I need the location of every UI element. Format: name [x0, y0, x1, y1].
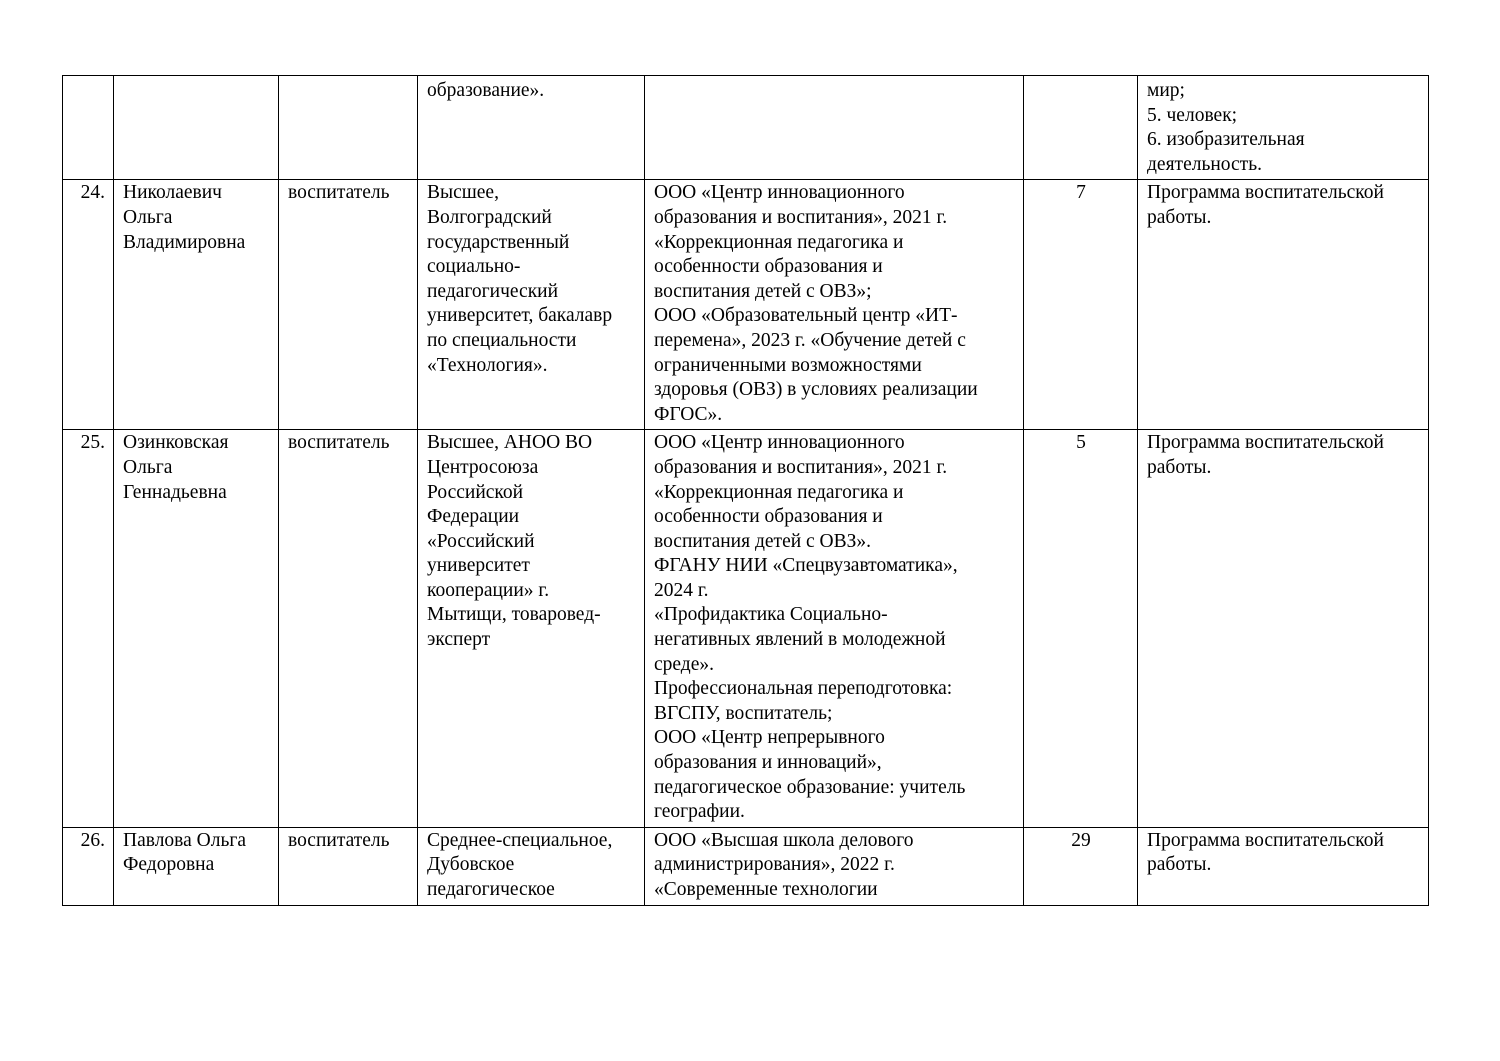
education-cell: Высшее, АНОО ВО Центросоюза Российской Федерации «Российский университет кооперации» г. Мытищи, товаровед- эксперт [418, 430, 645, 828]
name-cell [114, 76, 279, 180]
row-number-cell: 24. [63, 180, 114, 430]
position-cell: воспитатель [279, 827, 418, 905]
experience-cell: 29 [1024, 827, 1138, 905]
education-cell: образование». [418, 76, 645, 180]
experience-cell: 5 [1024, 430, 1138, 828]
program-cell: Программа воспитательской работы. [1138, 180, 1429, 430]
qualification-cell: ООО «Высшая школа делового администрирования», 2022 г. «Современные технологии [645, 827, 1024, 905]
program-cell: Программа воспитательской работы. [1138, 827, 1429, 905]
staff-table [62, 75, 1429, 906]
table-row [63, 76, 1429, 180]
experience-cell: 7 [1024, 180, 1138, 430]
experience-cell [1024, 76, 1138, 180]
table-row [63, 827, 1429, 905]
program-cell: Программа воспитательской работы. [1138, 430, 1429, 828]
row-number-cell: 26. [63, 827, 114, 905]
position-cell: воспитатель [279, 430, 418, 828]
qualification-cell: ООО «Центр инновационного образования и воспитания», 2021 г. «Коррекционная педагогика и особенности образования и воспитания детей с ОВЗ»; ООО «Образовательный центр «ИТ- перемена», 2023 г. «Обучение детей с ограниченными возможностями здоровья (ОВЗ) в условиях реализации ФГОС». [645, 180, 1024, 430]
row-number-cell: 25. [63, 430, 114, 828]
name-cell: Озинковская Ольга Геннадьевна [114, 430, 279, 828]
qualification-cell [645, 76, 1024, 180]
table-row [63, 430, 1429, 828]
row-number-cell [63, 76, 114, 180]
education-cell: Высшее, Волгоградский государственный социально- педагогический университет, бакалавр по специальности «Технология». [418, 180, 645, 430]
name-cell: Павлова Ольга Федоровна [114, 827, 279, 905]
name-cell: Николаевич Ольга Владимировна [114, 180, 279, 430]
position-cell [279, 76, 418, 180]
education-cell: Среднее-специальное, Дубовское педагогическое [418, 827, 645, 905]
program-cell: мир; 5. человек; 6. изобразительная деятельность. [1138, 76, 1429, 180]
qualification-cell: ООО «Центр инновационного образования и воспитания», 2021 г. «Коррекционная педагогика и особенности образования и воспитания детей с ОВЗ». ФГАНУ НИИ «Спецвузавтоматика», 2024 г. «Профидактика Социально- негативных явлений в молодежной среде». Профессиональная переподготовка: ВГСПУ, воспитатель; ООО «Центр непрерывного образования и инноваций», педагогическое образование: учитель географии. [645, 430, 1024, 828]
table-row [63, 180, 1429, 430]
position-cell: воспитатель [279, 180, 418, 430]
